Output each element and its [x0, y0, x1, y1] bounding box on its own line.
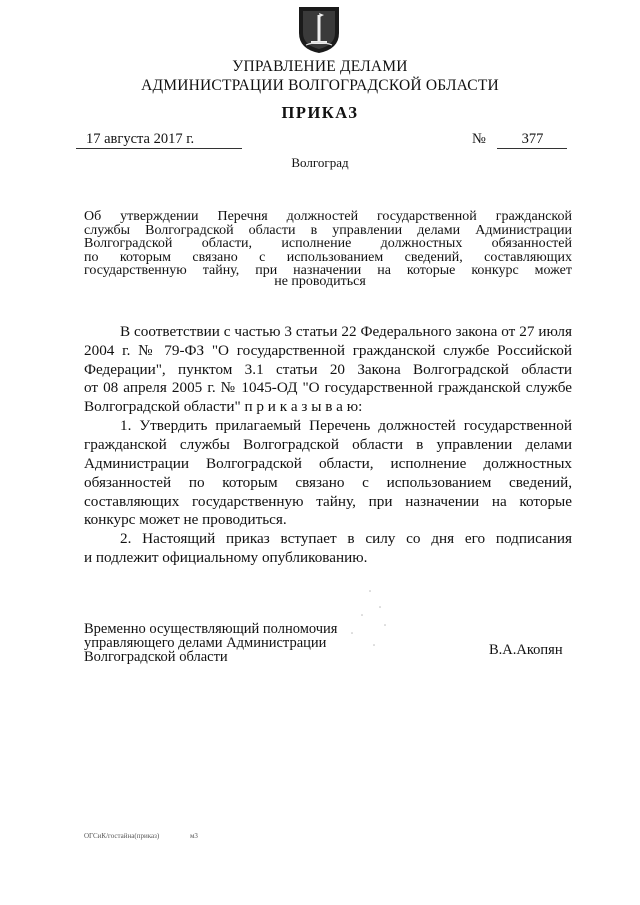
org-name-line2: АДМИНИСТРАЦИИ ВОЛГОГРАДСКОЙ ОБЛАСТИ [141, 77, 499, 94]
doc-number: 377 [497, 131, 567, 149]
body-line: Волгоградской области" п р и к а з ы в а ю: [84, 398, 363, 415]
subject-line: государственную тайну, при назначении на которые конкурс может [84, 263, 572, 279]
subject-line: по которым связано с использованием сведений, составляющих [84, 249, 572, 265]
subject-line: Волгоградской области, исполнение должностных обязанностей [84, 236, 572, 252]
body-line: 2. Настоящий приказ вступает в силу со дня его подписания [120, 530, 572, 547]
doc-date: 17 августа 2017 г. [76, 131, 242, 149]
doc-date-field [76, 131, 242, 149]
doc-number-field [472, 131, 567, 149]
coat-of-arms-emblem [297, 5, 341, 54]
body-line: составляющих государственную тайну, при назначении на которые [84, 493, 572, 510]
footer-mark: м3 [190, 832, 198, 840]
body-line: конкурс может не проводиться. [84, 511, 287, 528]
signatory-position-line: Временно осуществляющий полномочия [84, 621, 338, 637]
signatory-position-line: Волгоградской области [84, 649, 228, 665]
body-line: от 08 апреля 2005 г. № 1045-ОД "О государственной гражданской службе [84, 379, 572, 396]
body-line: Администрации Волгоградской области, исполнение должностных [84, 455, 572, 472]
signatory-name: В.А.Акопян [489, 642, 563, 658]
subject-line: не проводиться [274, 274, 366, 289]
body-line: В соответствии с частью 3 статьи 22 Федерального закона от 27 июля [120, 323, 572, 340]
city-name: Волгоград [291, 155, 349, 170]
body-line: обязанностей по которым связано с использованием сведений, [84, 474, 572, 491]
subject-line: Об утверждении Перечня должностей государственной гражданской [84, 209, 572, 224]
body-line: 2004 г. № 79-ФЗ "О государственной гражданской службе Российской [84, 342, 572, 359]
doc-type-title: ПРИКАЗ [281, 103, 359, 122]
body-line: Федерации", пунктом 3.1 статьи 20 Закона Волгоградской области [84, 361, 572, 378]
signatory-position-line: управляющего делами Администрации [84, 635, 327, 651]
body-line: и подлежит официальному опубликованию. [84, 549, 368, 566]
subject-line: службы Волгоградской области в управлении делами Администрации [84, 222, 572, 238]
faint-stamp-marks [340, 585, 400, 655]
body-line: 1. Утвердить прилагаемый Перечень должностей государственной [120, 417, 572, 434]
org-name-line1: УПРАВЛЕНИЕ ДЕЛАМИ [232, 58, 408, 75]
footer-file-code: ОГСиК/гостайна(приказ) [84, 832, 160, 840]
body-line: гражданской службы Волгоградской области в управлении делами [84, 436, 572, 453]
number-sign: № [472, 131, 486, 147]
